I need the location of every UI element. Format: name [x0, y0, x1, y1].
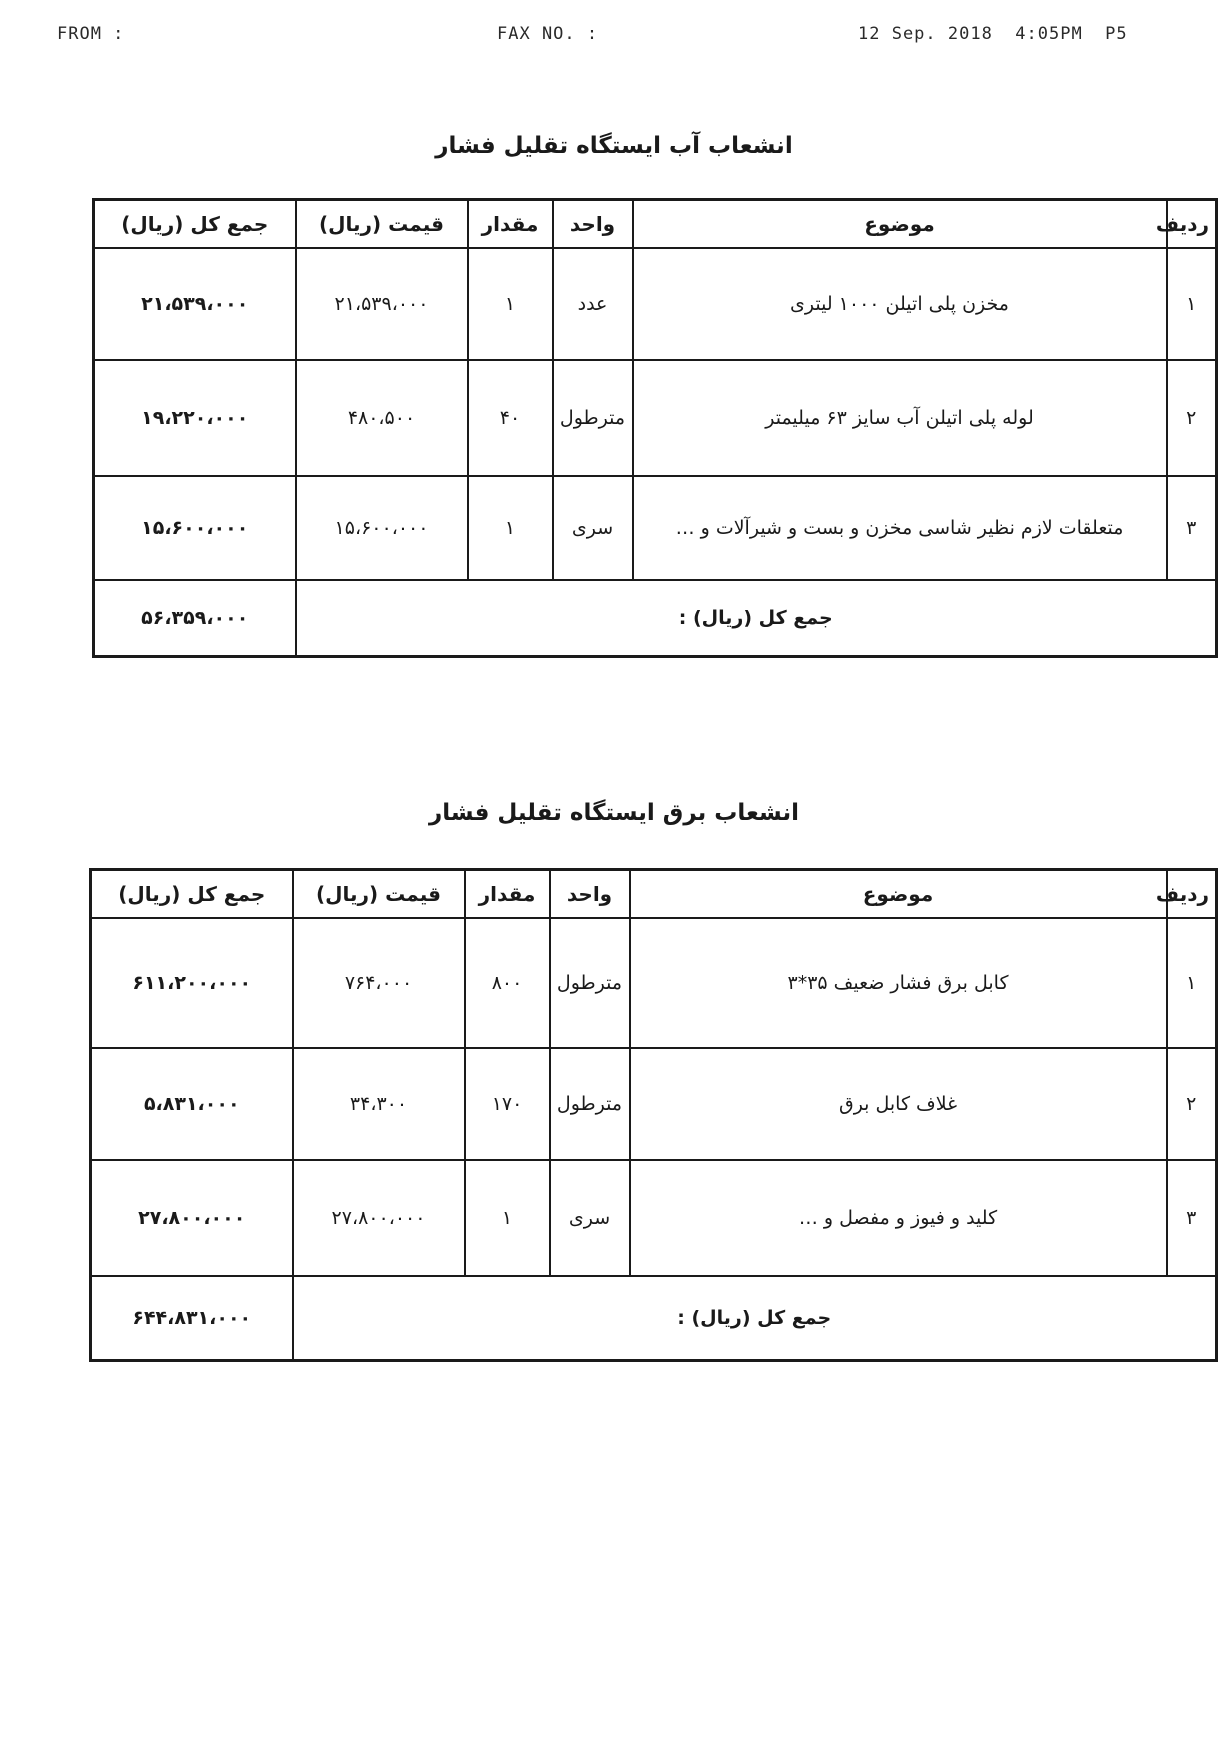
row-subject: متعلقات لازم نظیر شاسی مخزن و بست و شیرآلات و …: [633, 476, 1167, 580]
row-total: ۲۱،۵۳۹،۰۰۰: [94, 248, 296, 360]
row-number: ۳: [1167, 476, 1217, 580]
row-qty: ۱: [468, 476, 553, 580]
row-qty: ۱۷۰: [465, 1048, 550, 1160]
row-price: ۳۴،۳۰۰: [293, 1048, 465, 1160]
row-qty: ۱: [468, 248, 553, 360]
grand-total-value: ۶۴۴،۸۳۱،۰۰۰: [91, 1276, 293, 1360]
electricity-cost-table: [89, 868, 1218, 1362]
row-price: ۷۶۴،۰۰۰: [293, 918, 465, 1048]
row-subject: مخزن پلی اتیلن ۱۰۰۰ لیتری: [633, 248, 1167, 360]
row-number: ۱: [1167, 918, 1217, 1048]
grand-total-row: [91, 1276, 1217, 1360]
table-header-row: [91, 870, 1217, 919]
table-row: [94, 248, 1217, 360]
header-subject: موضوع: [633, 200, 1167, 249]
header-total: جمع کل (ریال): [91, 870, 293, 919]
row-price: ۲۱،۵۳۹،۰۰۰: [296, 248, 468, 360]
header-subject: موضوع: [630, 870, 1167, 919]
grand-total-label: جمع کل (ریال) :: [293, 1276, 1217, 1360]
row-unit: مترطول: [553, 360, 633, 476]
grand-total-value: ۵۶،۳۵۹،۰۰۰: [94, 580, 296, 657]
row-price: ۱۵،۶۰۰،۰۰۰: [296, 476, 468, 580]
row-number: ۲: [1167, 1048, 1217, 1160]
header-total: جمع کل (ریال): [94, 200, 296, 249]
header-radif: ردیف: [1167, 200, 1217, 249]
row-subject: لوله پلی اتیلن آب سایز ۶۳ میلیمتر: [633, 360, 1167, 476]
table-header-row: [94, 200, 1217, 249]
grand-total-label: جمع کل (ریال) :: [296, 580, 1217, 657]
table-row: [91, 918, 1217, 1048]
header-qty: مقدار: [468, 200, 553, 249]
table-row: [91, 1160, 1217, 1276]
row-qty: ۴۰: [468, 360, 553, 476]
row-total: ۲۷،۸۰۰،۰۰۰: [91, 1160, 293, 1276]
header-radif: ردیف: [1167, 870, 1217, 919]
header-unit: واحد: [553, 200, 633, 249]
header-price: قیمت (ریال): [296, 200, 468, 249]
table-row: [94, 476, 1217, 580]
row-price: ۴۸۰،۵۰۰: [296, 360, 468, 476]
water-section-title: انشعاب آب ایستگاه تقلیل فشار: [435, 133, 793, 159]
row-unit: سری: [550, 1160, 630, 1276]
fax-date-time: 12 Sep. 2018 4:05PM P5: [858, 24, 1128, 44]
water-cost-table: [92, 198, 1218, 658]
row-qty: ۸۰۰: [465, 918, 550, 1048]
row-number: ۲: [1167, 360, 1217, 476]
fax-number-label: FAX NO. :: [497, 24, 599, 44]
row-unit: سری: [553, 476, 633, 580]
fax-header: [0, 24, 1228, 54]
row-qty: ۱: [465, 1160, 550, 1276]
header-unit: واحد: [550, 870, 630, 919]
table-row: [94, 360, 1217, 476]
fax-from-label: FROM :: [57, 24, 125, 44]
row-unit: مترطول: [550, 1048, 630, 1160]
table-row: [91, 1048, 1217, 1160]
row-unit: مترطول: [550, 918, 630, 1048]
row-number: ۳: [1167, 1160, 1217, 1276]
row-subject: کلید و فیوز و مفصل و …: [630, 1160, 1167, 1276]
header-price: قیمت (ریال): [293, 870, 465, 919]
row-subject: غلاف کابل برق: [630, 1048, 1167, 1160]
row-total: ۱۹،۲۲۰،۰۰۰: [94, 360, 296, 476]
electricity-section-title: انشعاب برق ایستگاه تقلیل فشار: [429, 800, 799, 826]
row-number: ۱: [1167, 248, 1217, 360]
row-total: ۶۱۱،۲۰۰،۰۰۰: [91, 918, 293, 1048]
row-price: ۲۷،۸۰۰،۰۰۰: [293, 1160, 465, 1276]
row-unit: عدد: [553, 248, 633, 360]
row-total: ۱۵،۶۰۰،۰۰۰: [94, 476, 296, 580]
row-total: ۵،۸۳۱،۰۰۰: [91, 1048, 293, 1160]
grand-total-row: [94, 580, 1217, 657]
row-subject: کابل برق فشار ضعیف ۳۵*۳: [630, 918, 1167, 1048]
header-qty: مقدار: [465, 870, 550, 919]
